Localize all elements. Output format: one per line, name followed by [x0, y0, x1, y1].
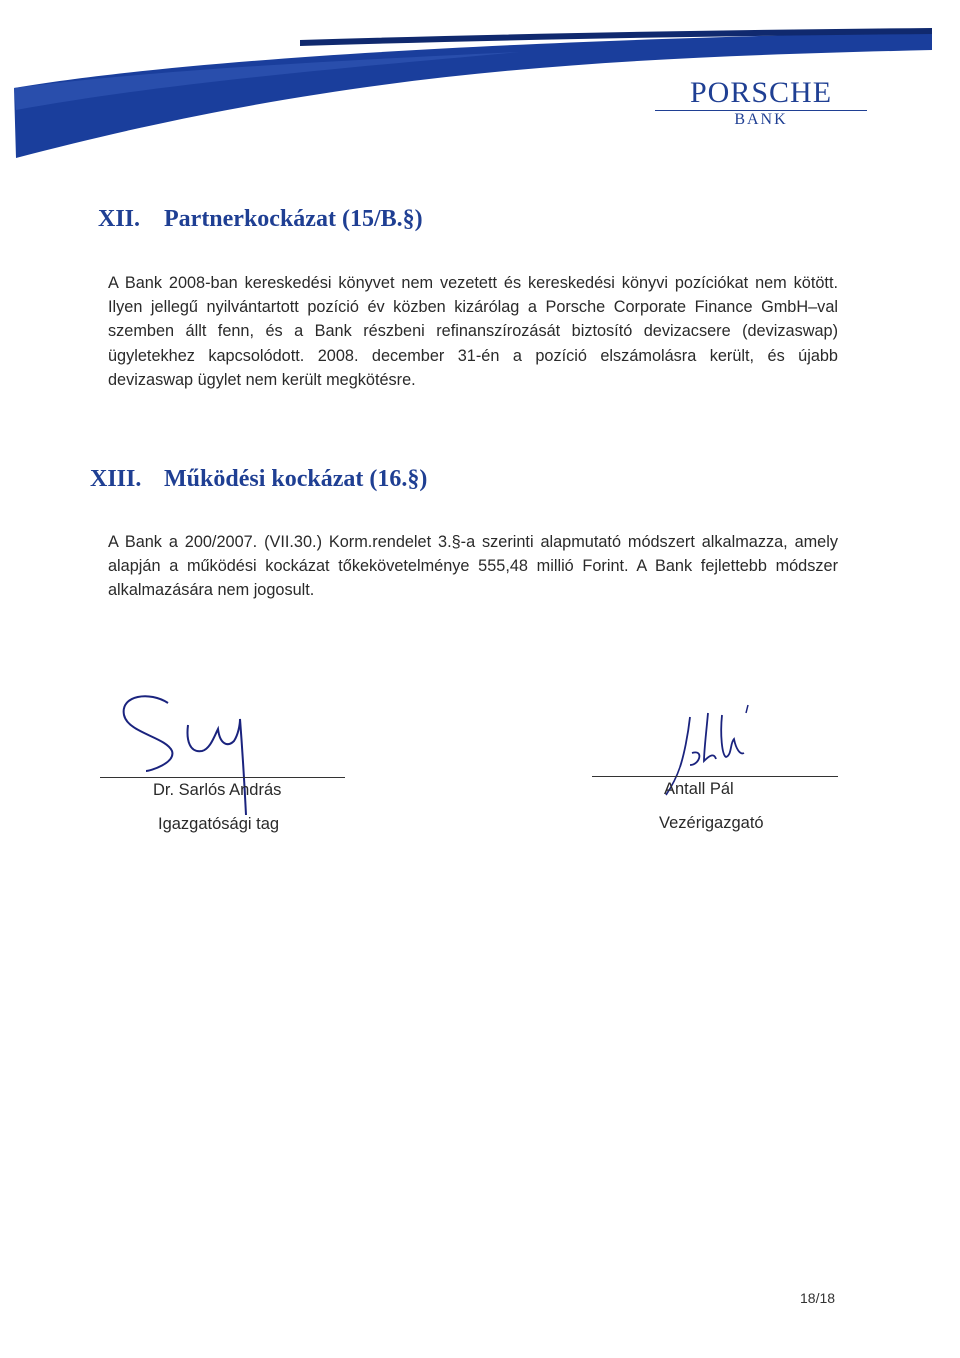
signatory-name-2: Antall Pál — [664, 780, 734, 798]
porsche-bank-logo — [655, 78, 867, 129]
section-heading-xiii — [90, 466, 427, 493]
section-number: XII. — [98, 206, 141, 232]
signature-1-mark — [110, 685, 270, 825]
section-heading-xii — [98, 206, 423, 233]
logo-sub-text: BANK — [734, 111, 788, 128]
section-paragraph-xiii: A Bank a 200/2007. (VII.30.) Korm.rendelet 3.§-a szerinti alapmutató módszert alkalmazza, amely alapján a működési kockázat tőkekövetelménye 555,48 millió Forint. A Bank fejlettebb módszer alkalmazására nem jogosult. — [108, 533, 838, 600]
section-title: Működési kockázat (16.§) — [164, 466, 428, 492]
signatory-role-2: Vezérigazgató — [659, 814, 764, 832]
signatory-name-1: Dr. Sarlós András — [153, 781, 282, 799]
signatory-role-1: Igazgatósági tag — [158, 815, 280, 833]
signature-line-2 — [592, 776, 838, 777]
section-title: Partnerkockázat (15/B.§) — [164, 206, 423, 232]
logo-main-text: PORSCHE — [655, 78, 867, 111]
section-number: XIII. — [90, 466, 142, 492]
page-number: 18/18 — [800, 1290, 836, 1306]
signature-line-1 — [100, 777, 345, 778]
section-paragraph-xii: A Bank 2008-ban kereskedési könyvet nem vezetett és kereskedési könyvi pozíciókat nem kötött. Ilyen jellegű nyilvántartott pozíció év közben kizárólag a Porsche Corporate Finance GmbH–val szemben állt fenn, és a Bank részbeni refinanszírozását biztosító devizacsere (devizaswap) ügyletekhez kapcsolódott. 2008. december 31-én a pozíció elszámolásra került, és újabb devizaswap ügylet nem került megkötésre. — [108, 274, 838, 389]
